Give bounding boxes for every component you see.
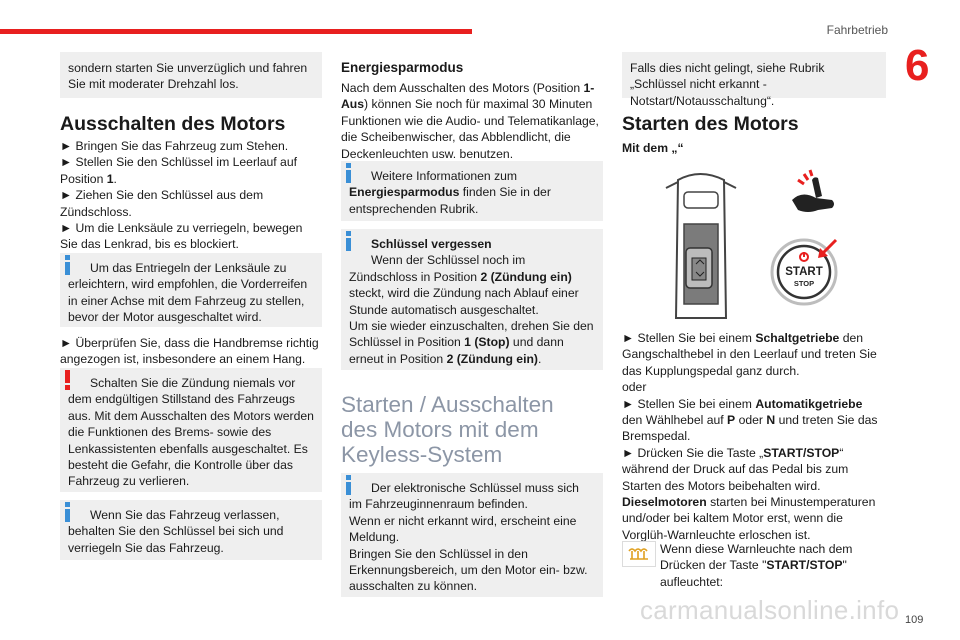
- info-text: Der elektronische Schlüssel muss sich im Fahrzeuginnenraum befinden.: [349, 481, 579, 512]
- info-icon: [60, 255, 76, 275]
- step-4: ► Um die Lenksäule zu verriegeln, bewegen Sie das Lenkrad, bis es blockiert.: [60, 221, 303, 252]
- warning-icon: [60, 370, 76, 390]
- info-icon: [341, 475, 357, 495]
- info-text: Wenn Sie das Fahrzeug verlassen, behalten Sie den Schlüssel bei sich und verriegeln Sie das Fahrzeug.: [68, 508, 284, 555]
- info-box-energiesparmodus: [341, 161, 603, 221]
- continued-note-text: sondern starten Sie unverzüglich und fahren Sie mit moderater Drehzahl los.: [68, 61, 308, 92]
- heading-keyless: Starten / Ausschalten des Motors mit dem Keyless-System: [341, 392, 554, 467]
- vorgluehen-text: Wenn diese Warnleuchte nach dem Drücken der Taste "START/STOP" aufleuchtet:: [660, 542, 853, 589]
- info-text: Wenn der Schlüssel noch im Zündschloss in Position 2 (Zündung ein) steckt, wird die Zündung nach Ablauf einer Stunde automatisch ausgeschaltet.: [349, 253, 579, 317]
- hand-press-icon: [792, 170, 834, 212]
- oder-text: oder: [622, 380, 647, 395]
- info-text-2: Um sie wieder einzuschalten, drehen Sie den Schlüssel in Position 1 (Stop) und dann erneut in Position 2 (Zündung ein).: [349, 319, 594, 366]
- svg-text:STOP: STOP: [793, 279, 815, 288]
- energiesparmodus-intro: Nach dem Ausschalten des Motors (Position 1-Aus) können Sie noch für maximal 30 Minuten Funktionen wie die Audio- und Telematikanlage, die Scheibenwischer, das Abblendlicht, die Deckenleuchten usw. benutzen.: [341, 81, 599, 161]
- start-stop-button-icon: [772, 240, 836, 304]
- starten-steps: [622, 330, 886, 543]
- step-automatikgetriebe: ► Stellen Sie bei einem Automatikgetriebe den Wählhebel auf P oder N und treten Sie das Bremspedal.: [622, 396, 878, 444]
- info-icon: [341, 231, 357, 251]
- keyless-illustration: [660, 168, 860, 320]
- info-text: Um das Entriegeln der Lenksäule zu erleichtern, wird empfohlen, die Vorderreifen in einer Achse mit dem Fahrzeug zu stellen, bevor der Motor ausgeschaltet wird.: [68, 261, 308, 325]
- info-icon: [341, 163, 357, 183]
- page-number: 109: [905, 614, 924, 626]
- heading-starten: Starten des Motors: [622, 113, 799, 135]
- section-title: Fahrbetrieb: [826, 23, 888, 37]
- step-1: ► Bringen Sie das Fahrzeug zum Stehen.: [60, 139, 289, 153]
- info-text-2: Wenn er nicht erkannt wird, erscheint eine Meldung.: [349, 513, 577, 545]
- notstart-note-text: Falls dies nicht gelingt, siehe Rubrik „Schlüssel nicht erkannt - Notstart/Notausschaltung“.: [630, 61, 825, 108]
- info-text: Weitere Informationen zum Energiesparmodus finden Sie in der entsprechenden Rubrik.: [349, 169, 551, 216]
- notstart-note-box: [622, 52, 886, 108]
- car-top-view-icon: [666, 174, 736, 318]
- info-box-schluessel-vergessen: [341, 229, 603, 370]
- heading-energiesparmodus: Energiesparmodus: [341, 60, 464, 75]
- subheading-mit-dem: Mit dem „“: [622, 141, 684, 155]
- info-title: Schlüssel vergessen: [371, 237, 492, 251]
- dieselmotoren-text: Dieselmotoren starten bei Minustemperaturen und/oder bei kaltem Motor erst, wenn die Vorglüh-Warnleuchte erloschen ist.: [622, 495, 876, 542]
- step-2: ► Stellen Sie den Schlüssel im Leerlauf auf Position 1.: [60, 155, 297, 186]
- continued-note-box: [60, 52, 322, 98]
- svg-text:START: START: [785, 266, 823, 278]
- warning-box: [60, 368, 322, 492]
- glow-plug-warning-icon: [622, 541, 656, 567]
- heading-ausschalten: Ausschalten des Motors: [60, 113, 286, 135]
- info-box-lenksaeule: [60, 253, 322, 327]
- warning-text: Schalten Sie die Zündung niemals vor dem endgültigen Stillstand des Fahrzeugs aus. Mit dem Ausschalten des Motors werden die Funktionen des Brems- sowie des Lenkassistenten ebenfalls ausgeschaltet. Es besteht die Gefahr, die Kontrolle über das Fahrzeug zu verlieren.: [68, 376, 314, 489]
- step-3: ► Ziehen Sie den Schlüssel aus dem Zündschloss.: [60, 188, 264, 219]
- step-start-stop: ► Drücken Sie die Taste „START/STOP“ während der Druck auf das Pedal bis zum Starten des Motors beibehalten wird.: [622, 445, 849, 493]
- vorgluehen-note: [622, 541, 886, 590]
- ausschalten-steps: [60, 138, 322, 253]
- chapter-number: 6: [905, 41, 930, 90]
- header-accent-bar: [0, 29, 472, 34]
- info-text-3: Bringen Sie den Schlüssel in den Erkennungsbereich, um den Motor ein- bzw. ausschalten zu können.: [349, 546, 588, 594]
- info-icon: [60, 502, 76, 522]
- step-schaltgetriebe: ► Stellen Sie bei einem Schaltgetriebe den Gangschalthebel in den Leerlauf und treten Sie das Kupplungspedal ganz durch.: [622, 331, 877, 378]
- info-box-verlassen: [60, 500, 322, 560]
- step-5: ► Überprüfen Sie, dass die Handbremse richtig angezogen ist, insbesondere an einem Hang.: [60, 336, 319, 367]
- info-box-keyless: [341, 473, 603, 597]
- watermark: carmanualsonline.info: [640, 595, 900, 625]
